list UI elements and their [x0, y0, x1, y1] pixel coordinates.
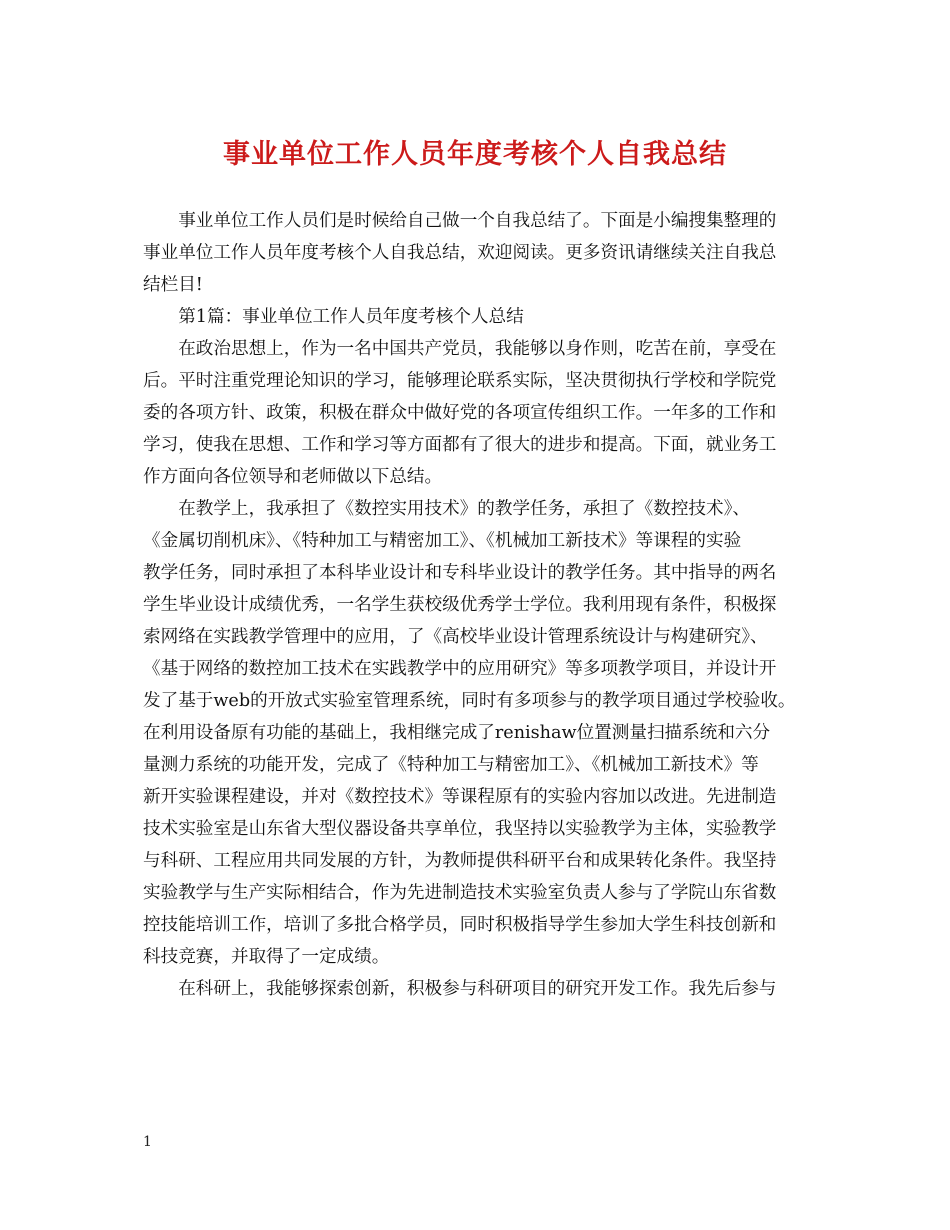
text-line: 技术实验室是山东省大型仪器设备共享单位，我坚持以实验教学为主体，实验教学: [143, 819, 777, 839]
text-line: 在利用设备原有功能的基础上，我相继完成了renishaw位置测量扫描系统和六分: [143, 723, 771, 743]
text-line: 学习，使我在思想、工作和学习等方面都有了很大的进步和提高。下面，就业务工: [143, 435, 777, 455]
text-line: 事业单位工作人员年度考核个人自我总结，欢迎阅读。更多资讯请继续关注自我总: [143, 243, 777, 263]
text-line: 结栏目!: [143, 275, 203, 295]
page-number: 1: [143, 1134, 152, 1150]
text-line: 科技竞赛，并取得了一定成绩。: [143, 947, 390, 967]
text-line: 学生毕业设计成绩优秀，一名学生获校级优秀学士学位。我利用现有条件，积极探: [143, 595, 777, 615]
text-line: 委的各项方针、政策，积极在群众中做好党的各项宣传组织工作。一年多的工作和: [143, 403, 777, 423]
document-title: 事业单位工作人员年度考核个人自我总结: [223, 139, 727, 170]
text-line: 《金属切削机床》、《特种加工与精密加工》、《机械加工新技术》等课程的实验: [143, 531, 742, 551]
text-line: 控技能培训工作，培训了多批合格学员，同时积极指导学生参加大学生科技创新和: [143, 915, 777, 935]
text-line: 《基于网络的数控加工技术在实践教学中的应用研究》等多项教学项目，并设计开: [143, 659, 777, 679]
text-line: 与科研、工程应用共同发展的方针，为教师提供科研平台和成果转化条件。我坚持: [143, 851, 777, 871]
text-line: 新开实验课程建设，并对《数控技术》等课程原有的实验内容加以改进。先进制造: [143, 787, 777, 807]
text-line: 索网络在实践教学管理中的应用，了《高校毕业设计管理系统设计与构建研究》、: [143, 627, 768, 647]
text-line: 量测力系统的功能开发，完成了《特种加工与精密加工》、《机械加工新技术》等: [143, 755, 759, 775]
text-line: 在教学上，我承担了《数控实用技术》的教学任务，承担了《数控技术》、: [143, 499, 750, 519]
section-heading: 第1篇：事业单位工作人员年度考核个人总结: [143, 307, 524, 327]
text-line: 作方面向各位领导和老师做以下总结。: [143, 467, 443, 487]
text-line: 在政治思想上，作为一名中国共产党员，我能够以身作则，吃苦在前，享受在: [143, 339, 777, 359]
text-line: 实验教学与生产实际相结合，作为先进制造技术实验室负责人参与了学院山东省数: [143, 883, 777, 903]
document-body: [143, 205, 811, 1005]
text-line: 事业单位工作人员们是时候给自己做一个自我总结了。下面是小编搜集整理的: [143, 211, 777, 231]
text-line: 后。平时注重党理论知识的学习，能够理论联系实际，坚决贯彻执行学校和学院党: [143, 371, 777, 391]
text-line: 在科研上，我能够探索创新，积极参与科研项目的研究开发工作。我先后参与: [143, 979, 777, 999]
text-line: 教学任务，同时承担了本科毕业设计和专科毕业设计的教学任务。其中指导的两名: [143, 563, 777, 583]
text-line: 发了基于web的开放式实验室管理系统，同时有多项参与的教学项目通过学校验收。: [143, 691, 796, 711]
